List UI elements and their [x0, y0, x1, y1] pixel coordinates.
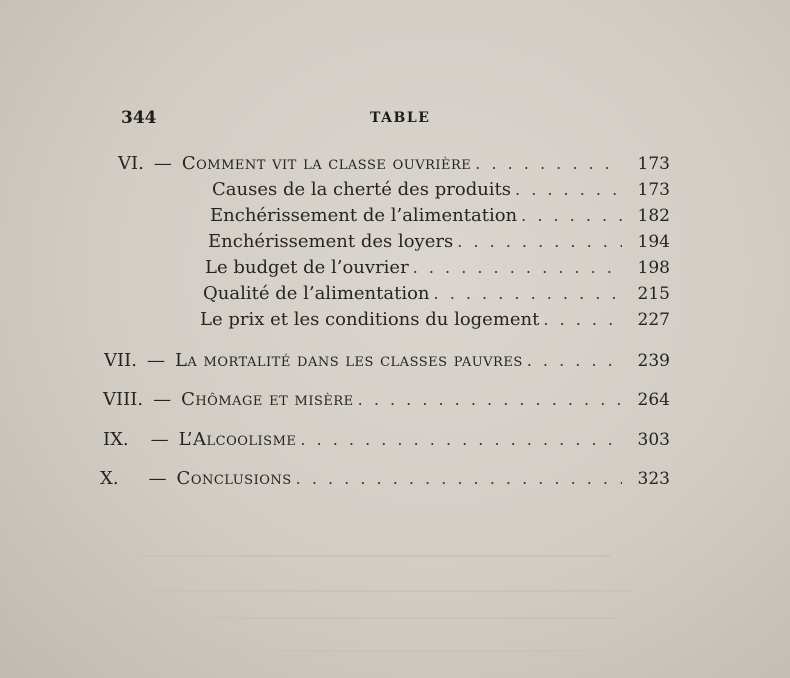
chapter-numeral: IX. [103, 429, 129, 450]
chapter-dash: — [148, 468, 167, 489]
subentry-title: Le prix et les conditions du logement [200, 309, 540, 330]
dot-leader [296, 469, 622, 488]
chapter-title: Chômage et misère [181, 389, 354, 410]
chapter-dash: — [153, 389, 172, 410]
chapter-title: L’Alcoolisme [178, 429, 297, 450]
chapter-page-number: 303 [637, 430, 670, 450]
toc-subentry [203, 283, 670, 307]
dot-leader [457, 232, 622, 251]
chapter-dash: — [153, 153, 172, 174]
page-header [0, 108, 790, 134]
toc-chapter-vii [104, 350, 670, 374]
subentry-page-number: 182 [637, 206, 670, 226]
chapter-page-number: 239 [637, 351, 670, 371]
toc-chapter-x [100, 468, 670, 492]
chapter-numeral: VII. [104, 350, 137, 371]
chapter-title: Comment vit la classe ouvrière [181, 153, 472, 174]
dot-leader [358, 390, 622, 409]
dot-leader [413, 258, 622, 277]
dot-leader [543, 310, 622, 329]
dot-leader [475, 154, 622, 173]
running-title: TABLE [370, 110, 431, 126]
toc-subentry [208, 231, 670, 255]
chapter-numeral: VIII. [103, 389, 144, 410]
toc-subentry [205, 257, 670, 281]
chapter-page-number: 264 [637, 390, 670, 410]
dot-leader [434, 284, 622, 303]
dot-leader [300, 430, 622, 449]
chapter-dash: — [146, 350, 165, 371]
subentry-page-number: 227 [637, 310, 670, 330]
chapter-page-number: 173 [637, 154, 670, 174]
dot-leader [515, 180, 622, 199]
subentry-page-number: 215 [637, 284, 670, 304]
subentry-page-number: 173 [637, 180, 670, 200]
chapter-numeral: X. [100, 468, 119, 489]
subentry-title: Enchérissement des loyers [208, 231, 454, 252]
toc-chapter-viii [103, 389, 670, 413]
subentry-page-number: 194 [637, 232, 670, 252]
chapter-numeral: VI. [118, 153, 144, 174]
subentry-title: Le budget de l’ouvrier [205, 257, 409, 278]
chapter-dash: — [150, 429, 169, 450]
subentry-title: Causes de la cherté des produits [212, 179, 512, 200]
subentry-title: Qualité de l’alimentation [203, 283, 430, 304]
subentry-title: Enchérissement de l’alimentation [210, 205, 518, 226]
toc-subentry [212, 179, 670, 203]
chapter-title: Conclusions [176, 468, 292, 489]
page-number: 344 [121, 108, 157, 128]
toc-chapter-vi [118, 153, 670, 177]
toc-subentry [210, 205, 670, 229]
chapter-title: La mortalité dans les classes pauvres [174, 350, 523, 371]
toc-subentry [200, 309, 670, 333]
chapter-page-number: 323 [637, 469, 670, 489]
subentry-page-number: 198 [637, 258, 670, 278]
dot-leader [527, 351, 622, 370]
toc-chapter-ix [103, 429, 670, 453]
dot-leader [521, 206, 622, 225]
